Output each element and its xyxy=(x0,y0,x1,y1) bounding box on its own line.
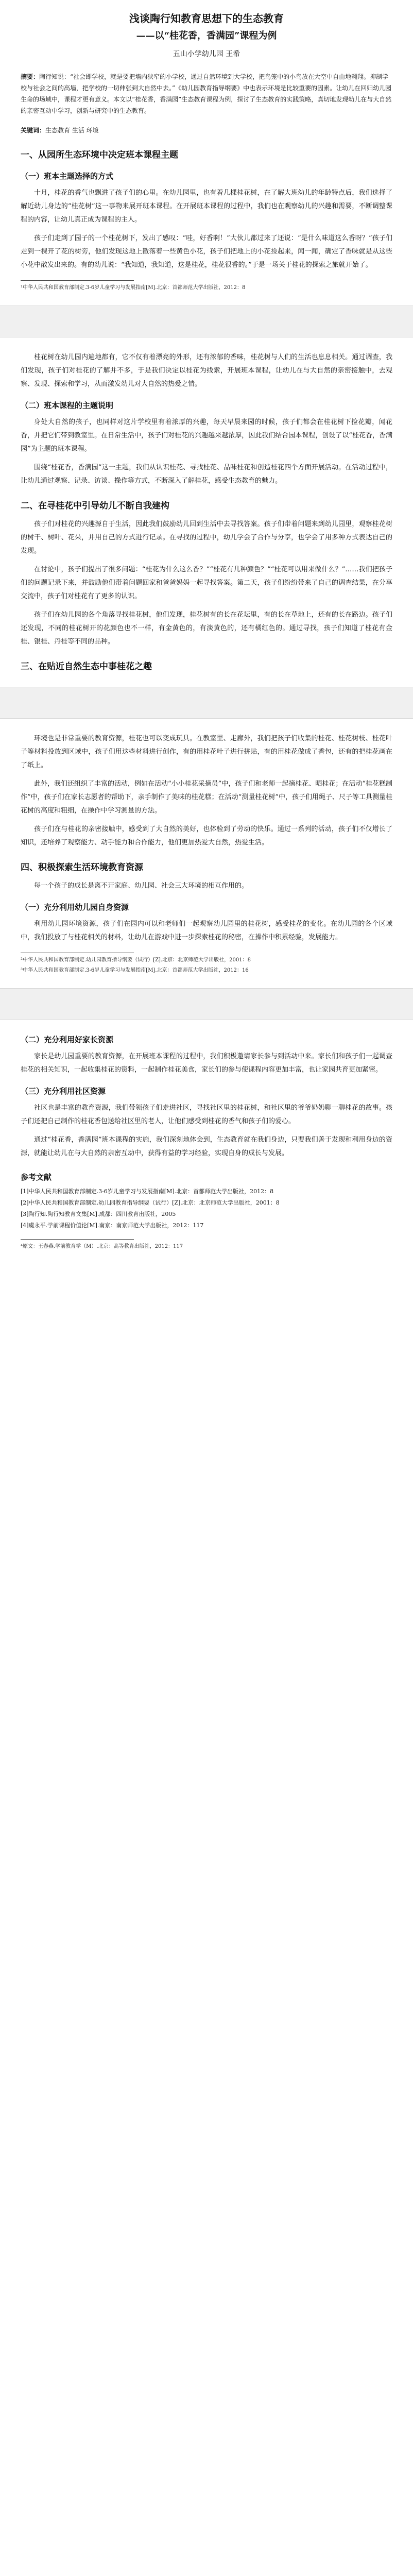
section-heading-4: 四、积极探索生活环境教育资源 xyxy=(21,862,143,873)
paragraph: 桂花树在幼儿园内遍地都有，它不仅有着漂亮的外形，还有浓郁的香味，桂花树与人们的生活也息息相关。通过调查，我们发现，孩子们对桂花的了解并不多，于是我们决定以桂花为线索，开展班本课程，让幼儿在与大自然的亲密接触中，去观察、发现、探索和学习，从而激发幼儿对大自然的热爱之情。 xyxy=(21,353,392,388)
footnote: ²中华人民共和国教育部制定.幼儿园教育指导纲要（试行）[Z].北京：北京师范大学出版社，2001：8 xyxy=(21,957,251,963)
paragraph: 孩子们在与桂花的亲密接触中，感受到了大自然的美好，也体验到了劳动的快乐。通过一系列的活动，孩子们不仅增长了知识，还培养了观察能力、动手能力和合作能力，他们更加热爱大自然，热爱生活。 xyxy=(21,825,392,846)
paragraph: 通过“桂花香，香满园”班本课程的实施，我们深刻地体会到，生态教育就在我们身边，只要我们善于发现和利用身边的资源，就能让幼儿在与大自然的亲密互动中，获得有益的学习经验，实现自身的成长与发展。 xyxy=(21,1136,392,1157)
paragraph: 在讨论中，孩子们提出了很多问题：“桂花为什么这么香？”“桂花有几种颜色？”“桂花可以用来做什么？”……我们把孩子们的问题记录下来，并鼓励他们带着问题回家和爸爸妈妈一起寻找答案。第二天，孩子们纷纷带来了自己的调查结果，在分享交流中，孩子们对桂花有了更多的认识。 xyxy=(21,566,392,600)
abstract-label: 摘要： xyxy=(21,73,40,80)
abstract xyxy=(21,71,392,116)
author-line: 五山小学幼儿园 王希 xyxy=(173,50,240,58)
paragraph: 十月，桂花的香气也飘进了孩子们的心里。在幼儿园里，也有着几棵桂花树，在了解大班幼儿的年龄特点后，我们选择了解近幼儿身边的“桂花树”这一事物来展开班本课程。在开展班本课程的过程中，我们也在观察幼儿的兴趣和需要，不断调整课程的内容，让幼儿真正成为课程的主人。 xyxy=(21,189,392,224)
subsection-heading-1-2: （二）班本课程的主题说明 xyxy=(21,401,114,410)
paragraph: 身处大自然的孩子，也同样对这片学校里有着浓厚的兴趣，每天早晨来园的时候，孩子们都会在桂花树下捡花瓣，闻花香，并把它们带到教室里。在日常生活中，孩子们对桂花的兴趣越来越浓厚，因此我们结合园本课程，创设了以“桂花香，香满园”为主题的班本课程。 xyxy=(21,418,392,453)
footnote: ¹中华人民共和国教育部制定.3-6岁儿童学习与发展指南[M].北京：首都师范大学出版社，2012：8 xyxy=(21,285,246,291)
paragraph: 围绕“桂花香，香满园”这一主题，我们从认识桂花、寻找桂花、品味桂花和创造桂花四个方面开展活动。在活动过程中，让幼儿通过观察、记录、访谈、操作等方式，不断深入了解桂花，感受生态教育的魅力。 xyxy=(21,464,392,485)
reference-item: [1]中华人民共和国教育部制定.3-6岁儿童学习与发展指南[M].北京：首都师范大学出版社，2012：8 xyxy=(21,1188,274,1195)
reference-item: [3]陶行知.陶行知教育文集[M].成都：四川教育出版社，2005 xyxy=(21,1211,176,1217)
keywords xyxy=(21,125,392,136)
section-heading-2: 二、在寻桂花中引导幼儿不断自我建构 xyxy=(21,501,169,511)
paragraph: 每一个孩子的成长是离不开家庭、幼儿园、社会三大环境的相互作用的。 xyxy=(34,882,249,890)
reference-item: [4]虞永平.学前课程价值论[M].南京：南京师范大学出版社，2012：117 xyxy=(21,1222,204,1229)
reference-item: [2]中华人民共和国教育部制定.幼儿园教育指导纲要（试行）[Z].北京：北京师范大学出版社，2001：8 xyxy=(21,1199,280,1206)
paragraph: 社区也是丰富的教育资源，我们带领孩子们走进社区，寻找社区里的桂花树，和社区里的爷爷奶奶聊一聊桂花的故事。孩子们还把自己制作的桂花香包送给社区里的老人，让他们感受到桂花的香气和孩子们的爱心。 xyxy=(21,1104,392,1125)
document-title: 浅谈陶行知教育思想下的生态教育 xyxy=(129,12,284,25)
paragraph: 此外，我们还组织了丰富的活动，例如在活动“小小桂花采摘员”中，孩子们和老师一起摘桂花、晒桂花；在活动“桂花糕制作”中，孩子们在家长志愿者的帮助下，亲手制作了美味的桂花糕；在活动“测量桂花树”中，孩子们用绳子、尺子等工具测量桂花树的高度和粗细，在操作中学习测量的方法。 xyxy=(21,780,392,815)
paragraph: 孩子们在幼儿园的各个角落寻找桂花树，他们发现，桂花树有的长在花坛里，有的长在草地上，还有的长在路边。孩子们还发现，不同的桂花树开的花颜色也不一样，有金黄色的，有淡黄色的，还有橘红色的。通过寻找，孩子们知道了桂花有金桂、银桂、丹桂等不同的品种。 xyxy=(21,611,392,646)
section-heading-3: 三、在贴近自然生态中事桂花之趣 xyxy=(21,662,152,672)
document-subtitle: ——以“桂花香，香满园”课程为例 xyxy=(136,30,277,41)
paragraph: 利用幼儿园环境资源，孩子们在园内可以和老师们一起观察幼儿园里的桂花树，感受桂花的变化。在幼儿园的各个区域中，我们投放了与桂花相关的材料，让幼儿在游戏中进一步探索桂花的秘密，在操作中积累经验，发展能力。 xyxy=(21,920,392,941)
paragraph: 孩子们走到了园子的一个桂花树下，发出了感叹：“哇，好香啊！”大伙儿都过来了还说：“是什么味道这么香呀？”孩子们走到一棵开了花的树旁，他们发现这地上散落着一些黄色小花，孩子们把地上的小花捡起来，闻一闻，确定了香味就是从这些小花中散发出来的。有的幼儿说：“我知道，我知道，这是桂花，桂花很香的。”于是一场关于桂花的探索之旅就开始了。 xyxy=(21,234,392,269)
subsection-heading-4-2: （二）充分利用好家长资源 xyxy=(21,1035,114,1044)
document-page xyxy=(0,0,413,1251)
footnote: ³中华人民共和国教育部制定.3-6岁儿童学习与发展指南[M].北京：首都师范大学出版社，2012：16 xyxy=(21,968,249,973)
paragraph: 环境也是非常重要的教育资源，桂花也可以变成玩具。在教室里、走廊外，我们把孩子们收集的桂花、桂花树枝、桂花叶子等材料投放到区域中，孩子们用这些材料进行创作，有的用桂花叶子进行拼贴，有的用桂花做成了香包，还有的把桂花画在了纸上。 xyxy=(21,735,392,769)
footnote-divider xyxy=(21,280,134,281)
subsection-heading-4-3: （三）充分利用社区资源 xyxy=(21,1087,106,1096)
page-break xyxy=(0,687,413,719)
subsection-heading-4-1: （一）充分利用幼儿园自身资源 xyxy=(21,903,129,912)
page-break xyxy=(0,988,413,1020)
keywords-label: 关键词： xyxy=(21,127,46,134)
paragraph: 孩子们对桂花的兴趣源自于生活，因此我们鼓励幼儿回到生活中去寻找答案。孩子们带着问题来到幼儿园里，观察桂花树的树干、树叶、花朵，并用自己的方式进行记录。在寻找的过程中，幼儿学会了合作与分享，也学会了用多种方式表达自己的发现。 xyxy=(21,520,392,555)
section-heading-1: 一、从园所生态环境中决定班本课程主题 xyxy=(21,150,178,160)
footnote-divider xyxy=(21,1239,134,1240)
references-title: 参考文献 xyxy=(21,1173,52,1182)
keywords-text: 生态教育 生活 环境 xyxy=(45,127,99,134)
page-break xyxy=(0,306,413,337)
subsection-heading-1-1: （一）班本主题选择的方式 xyxy=(21,172,114,181)
paragraph: 家长是幼儿园重要的教育资源，在开展班本课程的过程中，我们积极邀请家长参与到活动中来。家长们和孩子们一起调查桂花的相关知识，一起收集桂花的资料，一起制作桂花美食，家长们的参与使课程内容更加丰富，也让家园共育更加紧密。 xyxy=(21,1053,392,1074)
abstract-text: 陶行知说：“社会即学校，就是要把墙内狭窄的小学校，通过自然环境到大学校，把鸟笼中的小鸟放在大空中自由地翱翔。抑制学校与社会之间的高墙，把学校的一切伸张到大自然中去。”《幼儿园教育指导纲要》中也表示环境是比较重要的因素。让幼儿在回归幼儿园生命的场域中，课程才更有意义。本文以“桂花香，香满园”生态教育课程为例，探讨了生态教育的实践策略，真切地发现幼儿在与大自然的亲密互动中学习，创新与研究中的生态教育。 xyxy=(21,73,392,114)
footnote: ⁴原文：王春燕.学前教育学（M）.北京：高等教育出版社，2012：117 xyxy=(21,1244,183,1249)
